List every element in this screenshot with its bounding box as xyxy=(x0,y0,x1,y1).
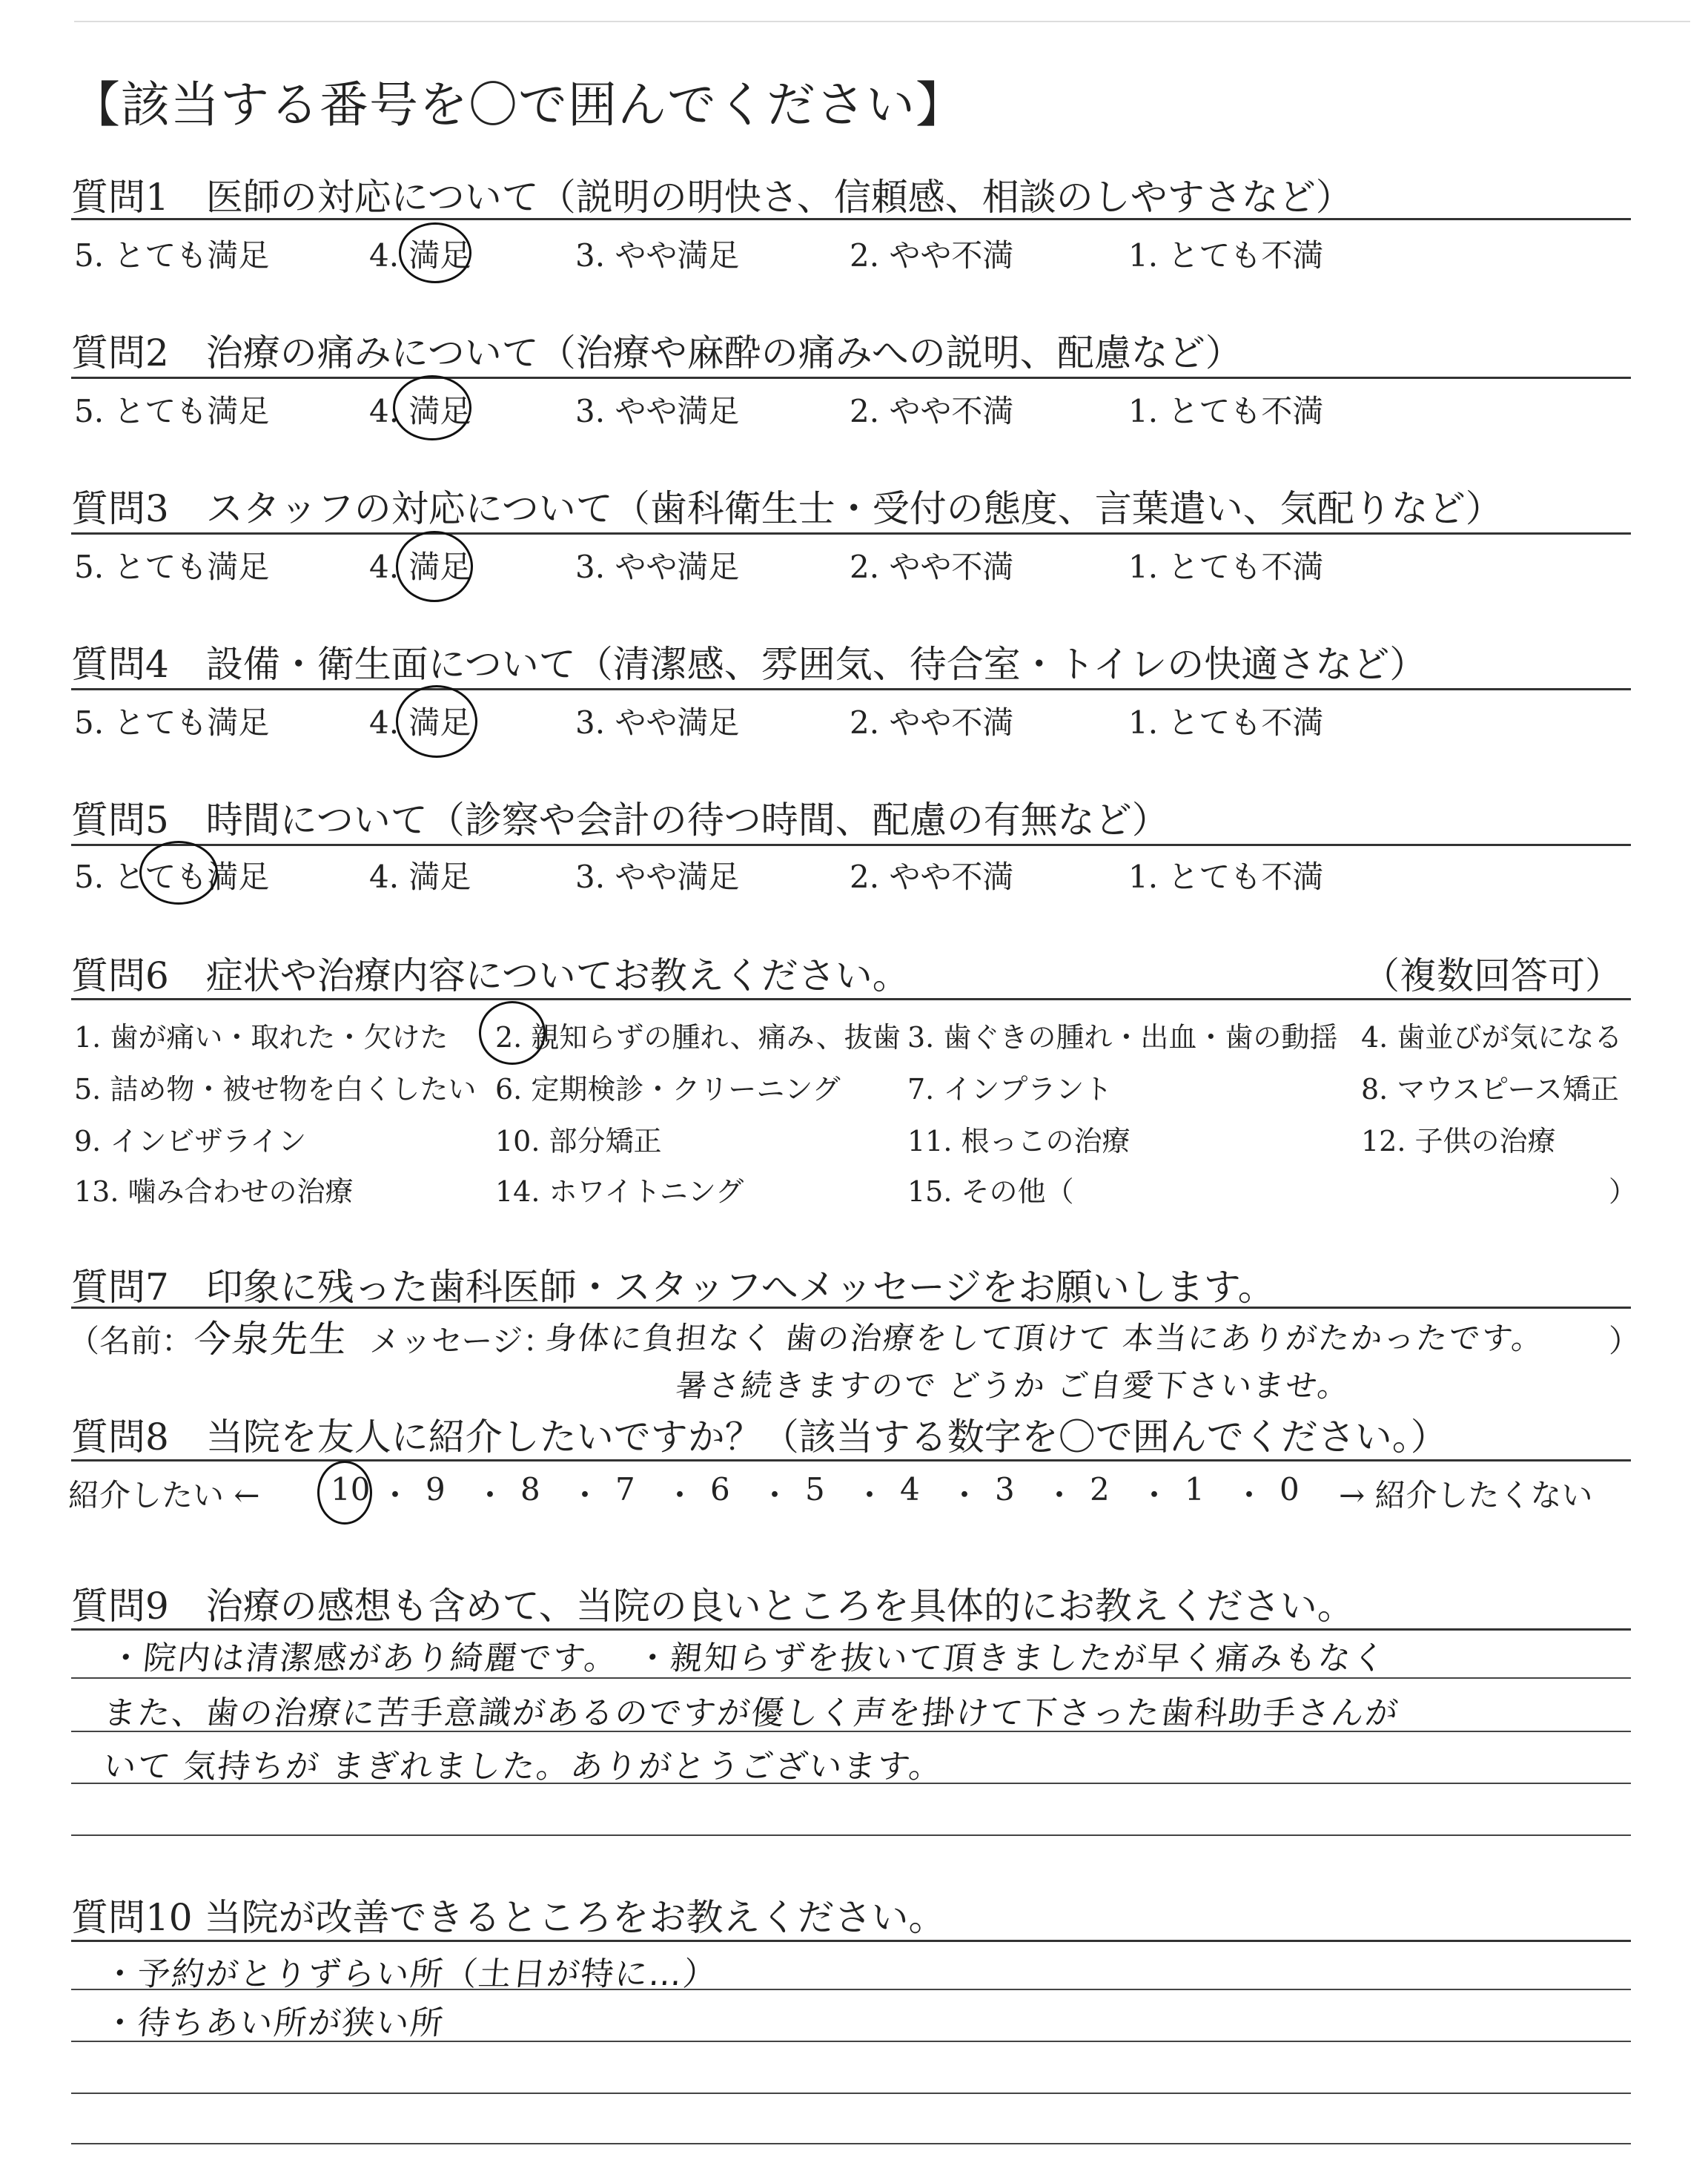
q8-scale-value-2[interactable]: 2 xyxy=(1090,1471,1110,1507)
q6-option-15[interactable]: 15. その他（ xyxy=(907,1175,1074,1208)
q7-close-paren: ） xyxy=(1609,1323,1641,1359)
q8-scale-value-10[interactable]: 10 xyxy=(331,1471,371,1507)
q8-scale-value-5[interactable]: 5 xyxy=(805,1471,825,1507)
q1-selection-circle xyxy=(399,222,471,283)
q2-option-2[interactable]: 2. やや不満 xyxy=(850,393,1014,429)
question-7-rule xyxy=(71,1307,1631,1309)
q8-scale-value-0[interactable]: 0 xyxy=(1280,1471,1300,1507)
q8-scale-value-8[interactable]: 8 xyxy=(520,1471,540,1507)
q6-option-7[interactable]: 7. インプラント xyxy=(907,1073,1113,1106)
question-1-rule xyxy=(71,218,1631,220)
q9-line-2[interactable]: また、歯の治療に苦手意識があるのですが優しく声を掛けて下さった歯科助手さんが xyxy=(101,1694,1402,1732)
q7-message-label: メッセージ： xyxy=(369,1323,555,1359)
q8-scale-value-4[interactable]: 4 xyxy=(900,1471,920,1507)
q4-option-2[interactable]: 2. やや不満 xyxy=(850,704,1014,741)
q3-option-3[interactable]: 3. やや満足 xyxy=(575,549,740,585)
question-6-label: 質問6 症状や治療内容についてお教えください。 xyxy=(71,954,910,997)
q6-option-13[interactable]: 13. 噛み合わせの治療 xyxy=(74,1175,354,1208)
q2-option-4[interactable]: 4. 満足 xyxy=(369,393,471,429)
question-5-rule xyxy=(71,844,1631,846)
q2-option-3[interactable]: 3. やや満足 xyxy=(575,393,740,429)
q2-option-1[interactable]: 1. とても不満 xyxy=(1128,393,1324,429)
q6-option-4[interactable]: 4. 歯並びが気になる xyxy=(1361,1021,1623,1054)
question-4-rule xyxy=(71,688,1631,690)
q6-selection-circle xyxy=(479,1001,546,1065)
q8-scale-value-7[interactable]: 7 xyxy=(615,1471,635,1507)
question-2-label: 質問2 治療の痛みについて（治療や麻酔の痛みへの説明、配慮など） xyxy=(71,331,1242,374)
q6-option-2[interactable]: 2. 親知らずの腫れ、痛み、抜歯 xyxy=(495,1021,901,1054)
q1-option-1[interactable]: 1. とても不満 xyxy=(1128,237,1324,274)
q5-option-3[interactable]: 3. やや満足 xyxy=(575,859,740,895)
q1-option-3[interactable]: 3. やや満足 xyxy=(575,237,740,274)
question-1-label: 質問1 医師の対応について（説明の明快さ、信頼感、相談のしやすさなど） xyxy=(71,176,1353,219)
question-6-note: （複数回答可） xyxy=(1363,954,1622,997)
q8-scale-value-9[interactable]: 9 xyxy=(426,1471,446,1507)
q8-scale-separator: ・ xyxy=(380,1477,411,1513)
q6-option-14[interactable]: 14. ホワイトニング xyxy=(495,1175,744,1208)
question-10-rule-1 xyxy=(71,1940,1631,1942)
q5-option-5[interactable]: 5. とても満足 xyxy=(74,859,270,895)
question-8-rule xyxy=(71,1459,1631,1462)
question-3-rule xyxy=(71,532,1631,535)
q2-selection-circle xyxy=(393,375,471,440)
q8-scale-separator: ・ xyxy=(1234,1477,1265,1513)
question-9-label: 質問9 治療の感想も含めて、当院の良いところを具体的にお教えください。 xyxy=(71,1585,1354,1628)
q7-message-line-2[interactable]: 暑さ続きますので どうか ご自愛下さいませ。 xyxy=(674,1367,1352,1404)
q7-name-handwriting[interactable]: 今泉先生 xyxy=(191,1318,351,1361)
q5-option-2[interactable]: 2. やや不満 xyxy=(850,859,1014,895)
question-10-label: 質問10 当院が改善できるところをお教えください。 xyxy=(71,1896,946,1939)
q6-option-12[interactable]: 12. 子供の治療 xyxy=(1361,1125,1556,1157)
question-10-rule-4 xyxy=(71,2093,1631,2094)
q3-option-1[interactable]: 1. とても不満 xyxy=(1128,549,1324,585)
question-9-rule-1 xyxy=(71,1628,1631,1631)
q8-scale-separator: ・ xyxy=(474,1477,506,1513)
q2-option-5[interactable]: 5. とても満足 xyxy=(74,393,270,429)
q8-scale-separator: ・ xyxy=(664,1477,696,1513)
q3-option-4[interactable]: 4. 満足 xyxy=(369,549,471,585)
q6-option-5[interactable]: 5. 詰め物・被せ物を白くしたい xyxy=(74,1073,477,1106)
q8-scale-separator: ・ xyxy=(1044,1477,1076,1513)
q8-scale-separator: ・ xyxy=(1139,1477,1171,1513)
q8-scale-separator: ・ xyxy=(949,1477,981,1513)
q8-right-text: → 紹介したくない xyxy=(1339,1477,1593,1513)
q8-scale-separator: ・ xyxy=(854,1477,886,1513)
question-8-label: 質問8 当院を友人に紹介したいですか？（該当する数字を〇で囲んでください。） xyxy=(71,1416,1448,1459)
q1-option-4[interactable]: 4. 満足 xyxy=(369,237,471,274)
q8-selection-circle xyxy=(317,1461,372,1525)
q5-option-4[interactable]: 4. 満足 xyxy=(369,859,471,895)
q7-message-line-1[interactable]: 身体に負担なく 歯の治療をして頂けて 本当にありがたかったです。 xyxy=(543,1320,1546,1356)
q5-selection-circle xyxy=(139,841,218,905)
q7-name-label: （名前： xyxy=(68,1323,193,1359)
page-title: 【該当する番号を〇で囲んでください】 xyxy=(71,76,965,133)
q6-other-close-paren: ） xyxy=(1609,1175,1638,1208)
q8-scale-separator: ・ xyxy=(569,1477,601,1513)
q8-scale-separator: ・ xyxy=(759,1477,791,1513)
q1-option-5[interactable]: 5. とても満足 xyxy=(74,237,270,274)
q10-line-1[interactable]: ・予約がとりずらい所（土日が特に…） xyxy=(101,1955,720,1993)
q4-selection-circle xyxy=(396,685,477,758)
q6-option-10[interactable]: 10. 部分矯正 xyxy=(495,1125,662,1157)
question-7-label: 質問7 印象に残った歯科医師・スタッフへメッセージをお願いします。 xyxy=(71,1266,1275,1309)
q10-line-2[interactable]: ・待ちあい所が狭い所 xyxy=(101,2004,447,2042)
q4-option-3[interactable]: 3. やや満足 xyxy=(575,704,740,741)
q8-scale-value-1[interactable]: 1 xyxy=(1185,1471,1205,1507)
q9-line-3[interactable]: いて 気持ちが まぎれました。ありがとうございます。 xyxy=(101,1748,945,1786)
q8-scale-value-6[interactable]: 6 xyxy=(710,1471,730,1507)
top-border xyxy=(74,21,1690,22)
q9-line-1[interactable]: ・院内は清潔感があり綺麗です。 ・親知らずを抜いて頂きましたが早く痛みもなく xyxy=(107,1639,1388,1677)
q5-option-1[interactable]: 1. とても不満 xyxy=(1128,859,1324,895)
q8-left-text: 紹介したい ← xyxy=(68,1477,260,1513)
question-10-rule-5 xyxy=(71,2143,1631,2144)
q8-scale-value-3[interactable]: 3 xyxy=(995,1471,1015,1507)
question-3-label: 質問3 スタッフの対応について（歯科衛生士・受付の態度、言葉遣い、気配りなど） xyxy=(71,487,1503,530)
question-9-rule-5 xyxy=(71,1834,1631,1836)
q6-option-11[interactable]: 11. 根っこの治療 xyxy=(907,1125,1131,1157)
q4-option-4[interactable]: 4. 満足 xyxy=(369,704,471,741)
question-5-label: 質問5 時間について（診察や会計の待つ時間、配慮の有無など） xyxy=(71,799,1169,842)
q6-option-8[interactable]: 8. マウスピース矯正 xyxy=(1361,1073,1619,1106)
q3-option-2[interactable]: 2. やや不満 xyxy=(850,549,1014,585)
q4-option-1[interactable]: 1. とても不満 xyxy=(1128,704,1324,741)
question-2-rule xyxy=(71,377,1631,379)
question-6-rule xyxy=(71,998,1631,1000)
q6-option-3[interactable]: 3. 歯ぐきの腫れ・出血・歯の動揺 xyxy=(907,1021,1338,1054)
q6-option-6[interactable]: 6. 定期検診・クリーニング xyxy=(495,1073,841,1106)
q3-selection-circle xyxy=(396,531,473,602)
q6-option-1[interactable]: 1. 歯が痛い・取れた・欠けた xyxy=(74,1021,448,1054)
question-4-label: 質問4 設備・衛生面について（清潔感、雰囲気、待合室・トイレの快適さなど） xyxy=(71,643,1427,686)
q1-option-2[interactable]: 2. やや不満 xyxy=(850,237,1014,274)
q4-option-5[interactable]: 5. とても満足 xyxy=(74,704,270,741)
q6-option-9[interactable]: 9. インビザライン xyxy=(74,1125,307,1157)
q3-option-5[interactable]: 5. とても満足 xyxy=(74,549,270,585)
